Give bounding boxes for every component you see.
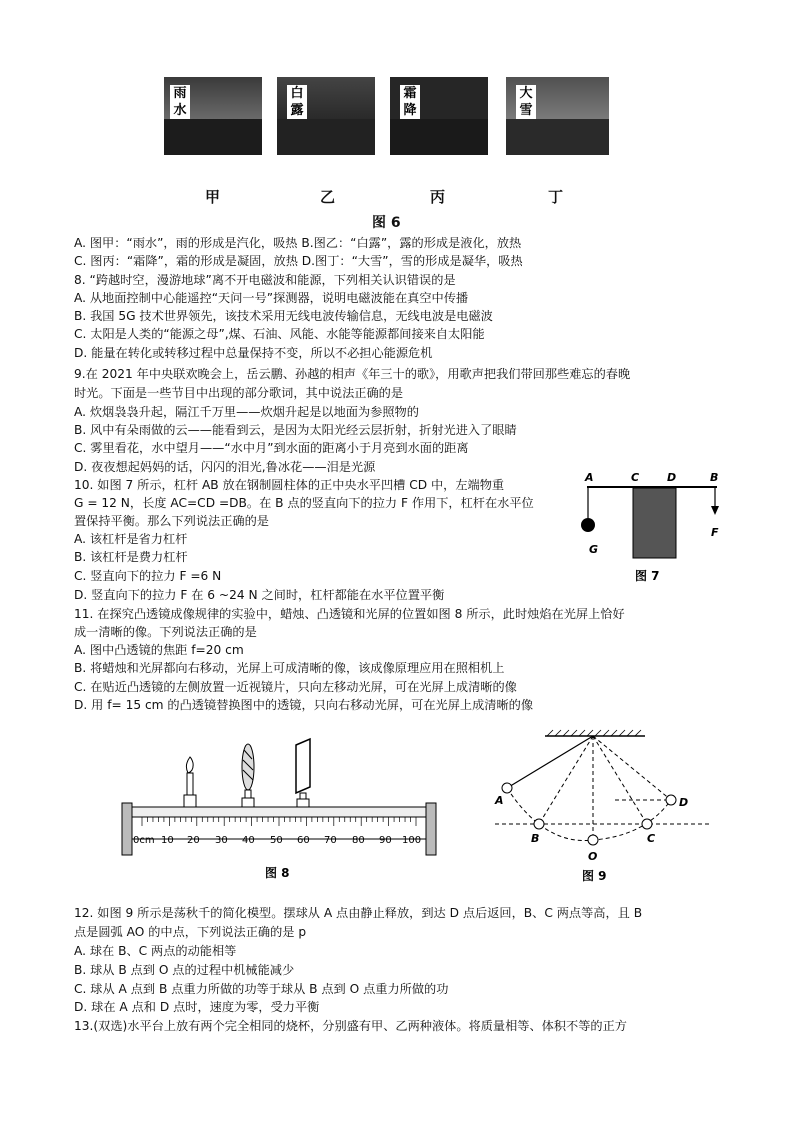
text-line: 置保持平衡。那么下列说法正确的是 xyxy=(74,514,269,528)
fig6-title: 图 6 xyxy=(372,215,401,231)
text-line: 9.在 2021 年中央联欢晚会上，岳云鹏、孙越的相声《年三十的歌》，用歌声把我们带回那些难忘的春晚 xyxy=(74,367,631,381)
text-line: 10. 如图 7 所示，杠杆 AB 放在钢制圆柱体的正中央水平凹槽 CD 中，左端物重 xyxy=(74,478,505,492)
fig7-lever-diagram xyxy=(575,470,725,590)
text-line: 点是圆弧 AO 的中点，下列说法正确的是 p xyxy=(74,925,307,939)
text-line: 时光。下面是一些节目中出现的部分歌词，其中说法正确的是 xyxy=(74,386,404,400)
light-screen xyxy=(296,739,310,807)
fig9-swing-diagram xyxy=(475,728,725,888)
fig6-caption-3: 丙 xyxy=(430,188,446,206)
label-A: A xyxy=(585,471,594,484)
ball-A xyxy=(502,783,512,793)
tick-label-100: 100 xyxy=(402,835,422,846)
fig8-title: 图 8 xyxy=(265,866,290,880)
photo-ground xyxy=(277,119,375,155)
fig6-photo-1 xyxy=(164,77,262,155)
fig8-optical-bench xyxy=(120,735,440,885)
text-line: 11. 在探究凸透镜成像规律的实验中，蜡烛、凸透镜和光屏的位置如图 8 所示，此时烛焰在光屏上恰好 xyxy=(74,607,625,621)
fig6-photo-2 xyxy=(277,77,375,155)
force-arrow-head xyxy=(711,506,719,515)
fig6-photo-3 xyxy=(390,77,488,155)
label-C: C xyxy=(631,471,640,484)
pendulum-dashed-D xyxy=(593,736,671,800)
text-line: C. 在贴近凸透镜的左侧放置一近视镜片，只向左移动光屏，可在光屏上成清晰的像 xyxy=(74,680,517,694)
tick-label-90: 90 xyxy=(379,835,392,846)
text-line: D. 夜夜想起妈妈的话，闪闪的泪光,鲁冰花——泪是光源 xyxy=(74,460,376,474)
photo-label: 白 露 xyxy=(287,85,307,119)
bench-right-leg xyxy=(426,803,436,855)
tick-label-70: 70 xyxy=(324,835,337,846)
text-line: 12. 如图 9 所示是荡秋千的简化模型。摆球从 A 点由静止释放，到达 D 点后返回，B、C 两点等高，且 B xyxy=(74,906,643,920)
photo-ground xyxy=(164,119,262,155)
text-line: C. 球从 A 点到 B 点重力所做的功等于球从 B 点到 O 点重力所做的功 xyxy=(74,982,449,996)
text-line: B. 该杠杆是费力杠杆 xyxy=(74,550,188,564)
candle xyxy=(184,757,196,807)
label-B: B xyxy=(710,471,719,484)
label-F: F xyxy=(711,526,719,539)
text-line: C. 太阳是人类的“能源之母”,煤、石油、风能、水能等能源都间接来自太阳能 xyxy=(74,327,485,341)
text-line: C. 图丙：“霜降”，霜的形成是凝固，放热 D.图丁：“大雪”，雪的形成是凝华，吸热 xyxy=(74,254,523,268)
fig6-photo-4 xyxy=(506,77,609,155)
label-B: B xyxy=(531,832,540,845)
tick-label-30: 30 xyxy=(215,835,228,846)
tick-label-50: 50 xyxy=(270,835,283,846)
tick-label-60: 60 xyxy=(297,835,310,846)
text-line: D. 球在 A 点和 D 点时，速度为零，受力平衡 xyxy=(74,1000,320,1014)
pendulum-string-A xyxy=(507,736,593,788)
label-O: O xyxy=(588,850,598,863)
text-line: 8. “跨越时空，漫游地球”离不开电磁波和能源，下列相关认识错误的是 xyxy=(74,273,456,287)
label-A: A xyxy=(495,794,504,807)
label-D: D xyxy=(679,796,689,809)
text-line: D. 竖直向下的拉力 F 在 6 ~24 N 之间时，杠杆都能在水平位置平衡 xyxy=(74,588,445,602)
text-line: A. 图甲：“雨水”，雨的形成是汽化，吸热 B.图乙：“白露”，露的形成是液化，放热 xyxy=(74,236,522,250)
text-line: A. 球在 B、C 两点的动能相等 xyxy=(74,944,237,958)
text-line: B. 球从 B 点到 O 点的过程中机械能减少 xyxy=(74,963,295,977)
text-line: D. 能量在转化或转移过程中总量保持不变，所以不必担心能源危机 xyxy=(74,346,433,360)
tick-label-0: 0cm xyxy=(133,835,155,846)
pendulum-dashed-B xyxy=(539,736,593,824)
photo-label: 雨 水 xyxy=(170,85,190,119)
ball-B xyxy=(534,819,544,829)
ball-D xyxy=(666,795,676,805)
text-line: C. 雾里看花，水中望月——“水中月”到水面的距离小于月亮到水面的距离 xyxy=(74,441,469,455)
text-line: A. 炊烟袅袅升起，隔江千万里——炊烟升起是以地面为参照物的 xyxy=(74,405,419,419)
tick-label-20: 20 xyxy=(187,835,200,846)
tick-label-40: 40 xyxy=(242,835,255,846)
steel-cylinder xyxy=(633,488,676,558)
tick-label-10: 10 xyxy=(161,835,174,846)
label-G: G xyxy=(589,543,599,556)
fig6-caption-4: 丁 xyxy=(548,188,564,206)
text-line: A. 从地面控制中心能遥控“天问一号”探测器，说明电磁波能在真空中传播 xyxy=(74,291,469,305)
ball-O xyxy=(588,835,598,845)
text-line: 成一清晰的像。下列说法正确的是 xyxy=(74,625,257,639)
text-line: A. 该杠杆是省力杠杆 xyxy=(74,532,188,546)
photo-label: 大 雪 xyxy=(516,85,536,119)
label-C: C xyxy=(647,832,656,845)
label-D: D xyxy=(667,471,677,484)
tick-label-80: 80 xyxy=(352,835,365,846)
fig7-title: 图 7 xyxy=(635,569,660,583)
text-line: D. 用 f= 15 cm 的凸透镜替换图中的透镜，只向右移动光屏，可在光屏上成清晰的像 xyxy=(74,698,534,712)
convex-lens xyxy=(242,744,254,807)
bench-rail xyxy=(128,807,430,817)
text-line: B. 风中有朵雨做的云——能看到云，是因为太阳光经云层折射，折射光进入了眼睛 xyxy=(74,423,517,437)
ceiling-hatch xyxy=(547,730,641,736)
fig6-caption-2: 乙 xyxy=(320,188,336,206)
weight-ball xyxy=(581,518,595,532)
text-line: B. 我国 5G 技术世界领先，该技术采用无线电波传输信息，无线电波是电磁波 xyxy=(74,309,493,323)
text-line: A. 图中凸透镜的焦距 f=20 cm xyxy=(74,643,244,657)
fig9-title: 图 9 xyxy=(582,869,607,883)
fig6-caption-1: 甲 xyxy=(205,188,221,206)
photo-ground xyxy=(390,119,488,155)
photo-label: 霜 降 xyxy=(400,85,420,119)
bench-left-leg xyxy=(122,803,132,855)
text-line: B. 将蜡烛和光屏都向右移动，光屏上可成清晰的像，该成像原理应用在照相机上 xyxy=(74,661,505,675)
text-line: 13.(双选)水平台上放有两个完全相同的烧杯，分别盛有甲、乙两种液体。将质量相等、体积不等的正方 xyxy=(74,1019,627,1033)
photo-ground xyxy=(506,119,609,155)
ball-C xyxy=(642,819,652,829)
text-line: C. 竖直向下的拉力 F =6 N xyxy=(74,569,222,583)
text-line: G = 12 N，长度 AC=CD =DB。在 B 点的竖直向下的拉力 F 作用下，杠杆在水平位 xyxy=(74,496,534,510)
pendulum-dashed-C xyxy=(593,736,647,824)
